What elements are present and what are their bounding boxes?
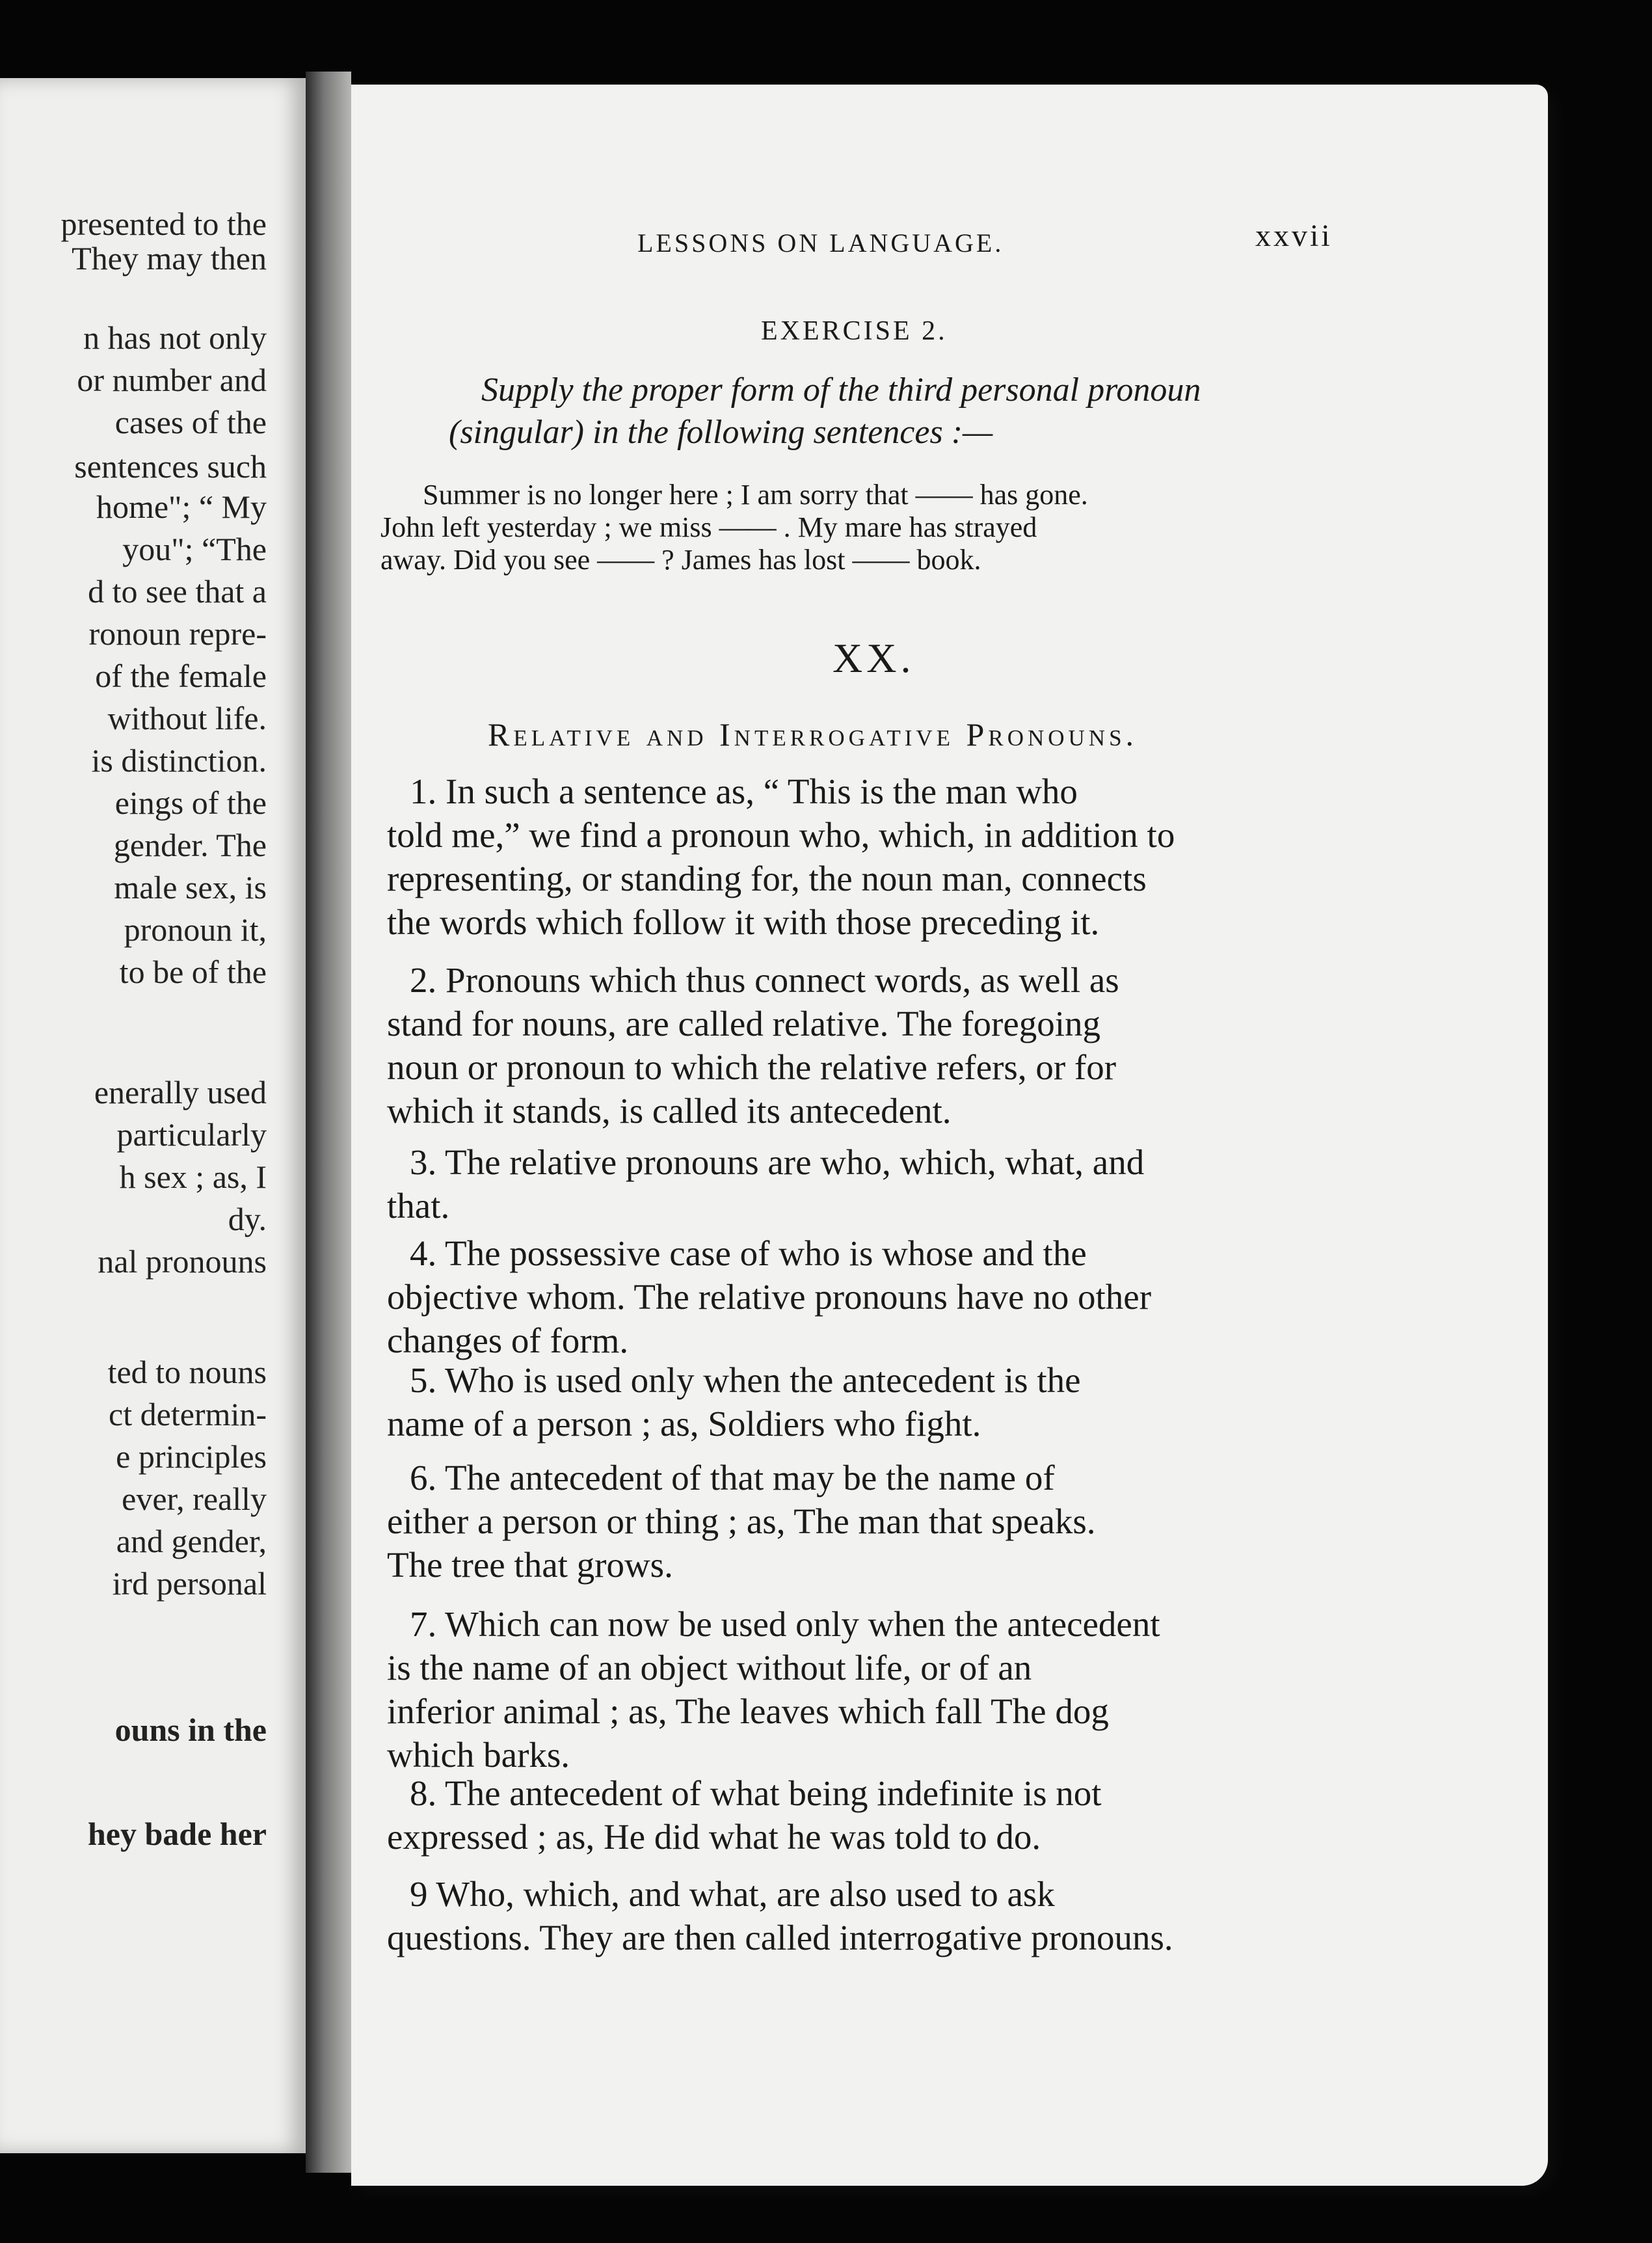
left-page-line: and gender, [116,1523,267,1559]
paragraph-line: 2. Pronouns which thus connect words, as well as [410,960,1119,1000]
page-number: xxvii [1255,219,1333,253]
section-title: Relative and Interrogative Pronouns. [488,716,1138,753]
paragraph-line: the words which follow it with those preceding it. [387,902,1100,942]
paragraph-line: expressed ; as, He did what he was told to do. [387,1817,1041,1857]
paragraph-line: which it stands, is called its antecedent. [387,1091,952,1131]
book-gutter [306,72,351,2173]
paragraph-line: is the name of an object without life, or of an [387,1648,1032,1687]
paragraph-line: objective whom. The relative pronouns have no other [387,1277,1152,1317]
paragraph-line: noun or pronoun to which the relative refers, or for [387,1047,1117,1087]
paragraph-line: 4. The possessive case of who is whose and the [410,1233,1087,1273]
left-page-line: h sex ; as, I [119,1159,267,1195]
paragraph-line: 1. In such a sentence as, “ This is the man who [410,772,1078,811]
running-head: LESSONS ON LANGUAGE. [637,228,1004,258]
left-page-line: gender. The [113,827,267,863]
left-page-line: They may then [72,240,267,276]
paragraph-line: questions. They are then called interrogative pronouns. [387,1918,1173,1957]
paragraph-line: either a person or thing ; as, The man that speaks. [387,1501,1096,1541]
left-page-line: presented to the [60,206,267,242]
left-page-line: enerally used [94,1074,267,1110]
paragraph-line: 6. The antecedent of that may be the name of [410,1458,1055,1498]
paragraph-line: which barks. [387,1735,570,1775]
section-number: XX. [833,635,915,681]
left-page-line: sentences such [74,448,267,485]
left-page-line: to be of the [119,954,267,990]
left-page-line: e principles [116,1438,267,1475]
paragraph-line: stand for nouns, are called relative. The foregoing [387,1004,1101,1043]
left-page-line: eings of the [114,785,267,821]
paragraph-line: 8. The antecedent of what being indefinite is not [410,1773,1102,1813]
left-page-line: pronoun it, [124,911,267,948]
left-page-line: you"; “The [122,531,267,567]
left-page-line: ever, really [122,1481,267,1517]
paragraph-line: name of a person ; as, Soldiers who fight. [387,1404,981,1444]
left-page-line: or number and [77,362,267,398]
exercise-title: EXERCISE 2. [761,316,948,346]
left-page-line: hey bade her [88,1816,267,1852]
left-page-line: particularly [116,1116,267,1153]
paragraph-line: 7. Which can now be used only when the antecedent [410,1604,1160,1644]
right-page [351,85,1548,2186]
paragraph-line: told me,” we find a pronoun who, which, in addition to [387,815,1175,855]
left-page-line: without life. [107,700,267,736]
paragraph-line: representing, or standing for, the noun man, connects [387,859,1147,898]
left-page-line: male sex, is [114,869,267,906]
exercise-sentence-line: Summer is no longer here ; I am sorry that —— has gone. [423,479,1088,511]
exercise-sentence-line: away. Did you see —— ? James has lost —— book. [380,544,981,576]
paragraph-line: 9 Who, which, and what, are also used to ask [410,1874,1055,1914]
left-page-line: ct determin- [109,1396,267,1432]
left-page-line: cases of the [114,404,267,440]
exercise-instruction-line: (singular) in the following sentences :— [449,414,993,451]
left-page-line: n has not only [83,319,267,356]
exercise-sentence-line: John left yesterday ; we miss —— . My mare has strayed [380,511,1037,543]
left-page-line: of the female [95,658,267,694]
paragraph-line: 3. The relative pronouns are who, which, what, and [410,1142,1145,1182]
paragraph-line: 5. Who is used only when the antecedent is the [410,1360,1081,1400]
left-page-line: ouns in the [114,1712,267,1748]
left-page-line: ird personal [112,1565,267,1602]
left-page-line: nal pronouns [98,1243,267,1280]
left-page-line: d to see that a [88,573,267,610]
left-page-line: dy. [228,1201,267,1237]
exercise-instruction-line: Supply the proper form of the third personal pronoun [481,371,1201,409]
left-page-line: home"; “ My [96,489,267,525]
left-page-line: is distinction. [91,742,267,779]
left-page-line: ronoun repre- [88,615,267,652]
paragraph-line: inferior animal ; as, The leaves which fall The dog [387,1691,1109,1731]
paragraph-line: The tree that grows. [387,1545,673,1585]
left-page [0,78,306,2153]
left-page-line: ted to nouns [107,1354,267,1390]
paragraph-line: that. [387,1186,450,1226]
paragraph-line: changes of form. [387,1321,629,1360]
